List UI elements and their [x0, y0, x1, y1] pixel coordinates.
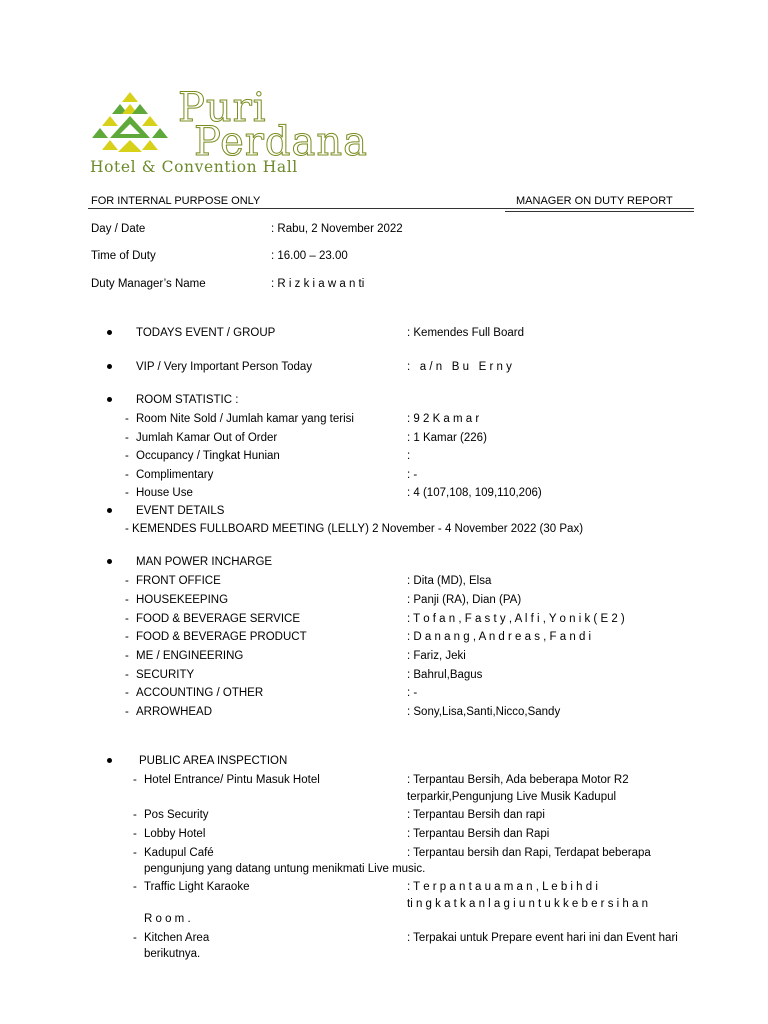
man-power-label: ARROWHEAD: [136, 706, 213, 718]
event-details-heading: EVENT DETAILS: [136, 505, 225, 517]
man-power-value: : D a n a n g , A n d r e a s , F a n d i: [407, 631, 592, 643]
man-power-dash: -: [125, 706, 129, 718]
event-details-line: - KEMENDES FULLBOARD MEETING (LELLY) 2 November - 4 November 2022 (30 Pax): [125, 523, 584, 535]
public-area-value-cont: pengunjung yang datang untung menikmati Live music.: [144, 863, 426, 875]
room-statistic-heading: ROOM STATISTIC :: [136, 394, 239, 406]
room-stat-label: House Use: [136, 487, 193, 499]
man-power-dash: -: [125, 687, 129, 699]
bullet-icon: [107, 758, 112, 763]
public-area-dash: -: [133, 828, 137, 840]
man-power-label: SECURITY: [136, 669, 195, 681]
room-stat-dash: -: [125, 487, 129, 499]
logo-subtitle: Hotel & Convention Hall: [90, 158, 298, 176]
public-area-dash: -: [133, 847, 137, 859]
public-area-value-cont: ti n g k a t k a n l a g i u n t u k k e b e r s i h a n: [407, 898, 648, 910]
public-area-dash: -: [133, 809, 137, 821]
room-stat-value: : 9 2 K a m a r: [407, 413, 480, 425]
man-power-label: FOOD & BEVERAGE SERVICE: [136, 613, 301, 625]
man-power-value: : Bahrul,Bagus: [407, 669, 483, 681]
time-of-duty-value: : 16.00 – 23.00: [271, 250, 348, 262]
vip-value: : a/n Bu Erny: [407, 361, 516, 373]
bullet-icon: [107, 508, 112, 513]
man-power-label: FOOD & BEVERAGE PRODUCT: [136, 631, 307, 643]
man-power-heading: MAN POWER INCHARGE: [136, 556, 273, 568]
time-of-duty-label: Time of Duty: [91, 250, 156, 262]
man-power-dash: -: [125, 631, 129, 643]
public-area-value: : Terpantau Bersih dan rapi: [407, 809, 545, 821]
logo-line2: Perdana: [194, 119, 368, 165]
public-area-label: Traffic Light Karaoke: [144, 881, 250, 893]
duty-manager-value: : R i z k i a w a n ti: [271, 278, 365, 290]
vip-label: VIP / Very Important Person Today: [136, 361, 313, 373]
todays-event-label: TODAYS EVENT / GROUP: [136, 327, 276, 339]
public-area-label: Kadupul Café: [144, 847, 214, 859]
public-area-value-cont2: R o o m .: [144, 913, 191, 925]
public-area-label: Lobby Hotel: [144, 828, 206, 840]
public-area-value: : Terpantau Bersih, Ada beberapa Motor R2: [407, 774, 629, 786]
public-area-value-cont: terparkir,Pengunjung Live Musik Kadupul: [407, 791, 617, 803]
duty-manager-label: Duty Manager’s Name: [91, 278, 206, 290]
header-rule-short: [505, 211, 694, 212]
bullet-icon: [107, 397, 112, 402]
room-stat-label: Complimentary: [136, 469, 214, 481]
man-power-value: : Sony,Lisa,Santi,Nicco,Sandy: [407, 706, 561, 718]
man-power-dash: -: [125, 650, 129, 662]
room-stat-dash: -: [125, 450, 129, 462]
public-area-dash: -: [133, 932, 137, 944]
logo-line1: Puri: [178, 85, 267, 131]
man-power-dash: -: [125, 669, 129, 681]
man-power-label: ACCOUNTING / OTHER: [136, 687, 264, 699]
public-area-dash: -: [133, 881, 137, 893]
room-stat-dash: -: [125, 432, 129, 444]
room-stat-label: Occupancy / Tingkat Hunian: [136, 450, 280, 462]
bullet-icon: [107, 364, 112, 369]
room-stat-label: Jumlah Kamar Out of Order: [136, 432, 278, 444]
room-stat-value: : 1 Kamar (226): [407, 432, 487, 444]
room-stat-dash: -: [125, 469, 129, 481]
room-stat-value: : 4 (107,108, 109,110,206): [407, 487, 542, 499]
room-stat-value: : -: [407, 469, 418, 481]
day-date-value: : Rabu, 2 November 2022: [271, 223, 403, 235]
public-area-label: Kitchen Area: [144, 932, 210, 944]
man-power-label: HOUSEKEEPING: [136, 594, 229, 606]
man-power-label: ME / ENGINEERING: [136, 650, 244, 662]
public-area-value-cont: berikutnya.: [144, 948, 201, 960]
hotel-logo: [88, 85, 368, 180]
public-area-label: Pos Security: [144, 809, 209, 821]
header-rule: [88, 208, 694, 209]
internal-purpose-label: FOR INTERNAL PURPOSE ONLY: [91, 195, 261, 207]
public-area-value: : Terpakai untuk Prepare event hari ini dan Event hari: [407, 932, 678, 944]
day-date-label: Day / Date: [91, 223, 146, 235]
public-area-value: : Terpantau Bersih dan Rapi: [407, 828, 550, 840]
room-stat-value: :: [407, 450, 411, 462]
public-area-value: : Terpantau bersih dan Rapi, Terdapat beberapa: [407, 847, 651, 859]
public-area-dash: -: [133, 774, 137, 786]
bullet-icon: [107, 330, 112, 335]
man-power-value: : Fariz, Jeki: [407, 650, 466, 662]
man-power-value: : T o f a n , F a s t y , A l f i , Y o n i k ( E 2 ): [407, 613, 625, 625]
man-power-label: FRONT OFFICE: [136, 575, 221, 587]
report-title: MANAGER ON DUTY REPORT: [516, 195, 673, 207]
man-power-dash: -: [125, 594, 129, 606]
todays-event-value: : Kemendes Full Board: [407, 327, 524, 339]
public-area-value: : T e r p a n t a u a m a n , L e b i h d i: [407, 881, 598, 893]
man-power-dash: -: [125, 613, 129, 625]
man-power-value: : Dita (MD), Elsa: [407, 575, 492, 587]
logo-tree-mark: [90, 92, 170, 164]
public-area-label: Hotel Entrance/ Pintu Masuk Hotel: [144, 774, 320, 786]
room-stat-label: Room Nite Sold / Jumlah kamar yang terisi: [136, 413, 354, 425]
man-power-value: : -: [407, 687, 418, 699]
room-stat-dash: -: [125, 413, 129, 425]
man-power-value: : Panji (RA), Dian (PA): [407, 594, 522, 606]
public-area-heading: PUBLIC AREA INSPECTION: [139, 755, 288, 767]
man-power-dash: -: [125, 575, 129, 587]
bullet-icon: [107, 559, 112, 564]
